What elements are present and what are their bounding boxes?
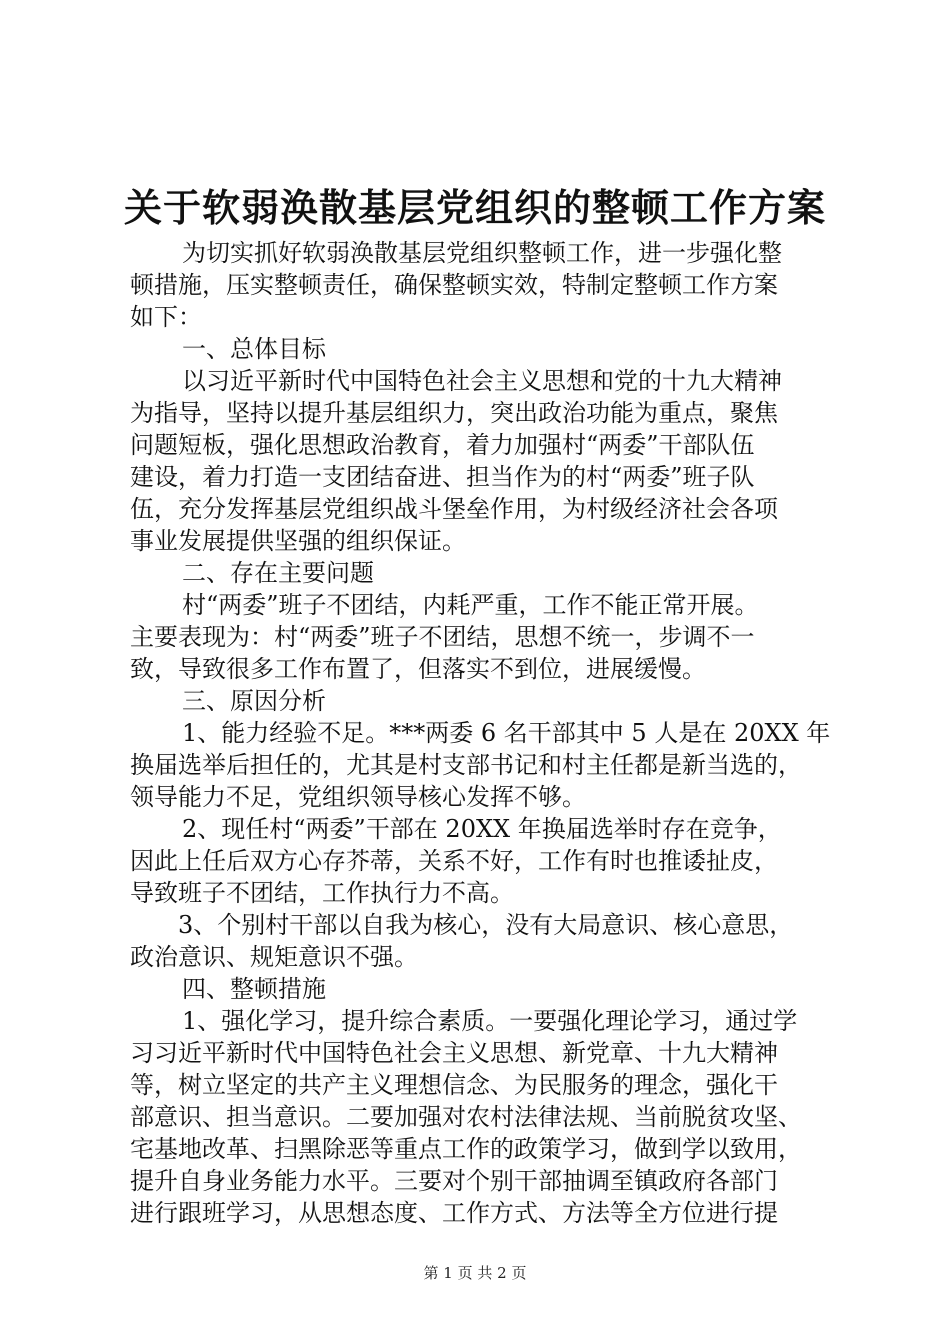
paragraph-line: 政治意识、规矩意识不强。	[130, 943, 418, 971]
paragraph-line: 主要表现为：村“两委”班子不团结，思想不统一，步调不一	[130, 623, 755, 651]
paragraph-line: 领导能力不足，党组织领导核心发挥不够。	[130, 783, 586, 811]
paragraph-line: 以习近平新时代中国特色社会主义思想和党的十九大精神	[182, 367, 782, 395]
document-body	[130, 237, 830, 1229]
paragraph-line: 2、现任村“两委”干部在 20XX 年换届选举时存在竞争，	[182, 815, 782, 843]
paragraph-line: 为指导，坚持以提升基层组织力，突出政治功能为重点，聚焦	[130, 399, 778, 427]
paragraph-line: 1、强化学习，提升综合素质。一要强化理论学习，通过学	[182, 1007, 798, 1035]
paragraph-line: 换届选举后担任的，尤其是村支部书记和村主任都是新当选的，	[130, 751, 802, 779]
paragraph-line: 3、个别村干部以自我为核心，没有大局意识、核心意思，	[178, 911, 794, 939]
paragraph-line: 致，导致很多工作布置了，但落实不到位，进展缓慢。	[130, 655, 706, 683]
paragraph-line: 宅基地改革、扫黑除恶等重点工作的政策学习，做到学以致用，	[130, 1135, 802, 1163]
paragraph-line: 提升自身业务能力水平。三要对个别干部抽调至镇政府各部门	[130, 1167, 778, 1195]
paragraph-line: 二、存在主要问题	[182, 559, 374, 587]
paragraph-line: 顿措施，压实整顿责任，确保整顿实效，特制定整顿工作方案	[130, 271, 778, 299]
paragraph-line: 因此上任后双方心存芥蒂，关系不好，工作有时也推诿扯皮，	[130, 847, 778, 875]
paragraph-line: 进行跟班学习，从思想态度、工作方式、方法等全方位进行提	[130, 1199, 778, 1227]
paragraph-line: 部意识、担当意识。二要加强对农村法律法规、当前脱贫攻坚、	[130, 1103, 802, 1131]
document-title: 关于软弱涣散基层党组织的整顿工作方案	[123, 185, 826, 230]
paragraph-line: 四、整顿措施	[182, 975, 326, 1003]
page-footer: 第 1 页 共 2 页	[423, 1264, 527, 1282]
paragraph-line: 建设，着力打造一支团结奋进、担当作为的村“两委”班子队	[130, 463, 755, 491]
paragraph-line: 村“两委”班子不团结，内耗严重，工作不能正常开展。	[182, 591, 759, 619]
paragraph-line: 三、原因分析	[182, 687, 326, 715]
paragraph-line: 1、能力经验不足。***两委 6 名干部其中 5 人是在 20XX 年	[182, 719, 831, 747]
paragraph-line: 等，树立坚定的共产主义理想信念、为民服务的理念，强化干	[130, 1071, 778, 1099]
paragraph-line: 习习近平新时代中国特色社会主义思想、新党章、十九大精神	[130, 1039, 778, 1067]
paragraph-line: 事业发展提供坚强的组织保证。	[130, 527, 466, 555]
paragraph-line: 如下：	[130, 303, 202, 331]
paragraph-line: 伍，充分发挥基层党组织战斗堡垒作用，为村级经济社会各项	[130, 495, 778, 523]
paragraph-line: 一、总体目标	[182, 335, 326, 363]
paragraph-line: 问题短板，强化思想政治教育，着力加强村“两委”干部队伍	[130, 431, 755, 459]
paragraph-line: 导致班子不团结，工作执行力不高。	[130, 879, 514, 907]
paragraph-line: 为切实抓好软弱涣散基层党组织整顿工作，进一步强化整	[182, 239, 782, 267]
